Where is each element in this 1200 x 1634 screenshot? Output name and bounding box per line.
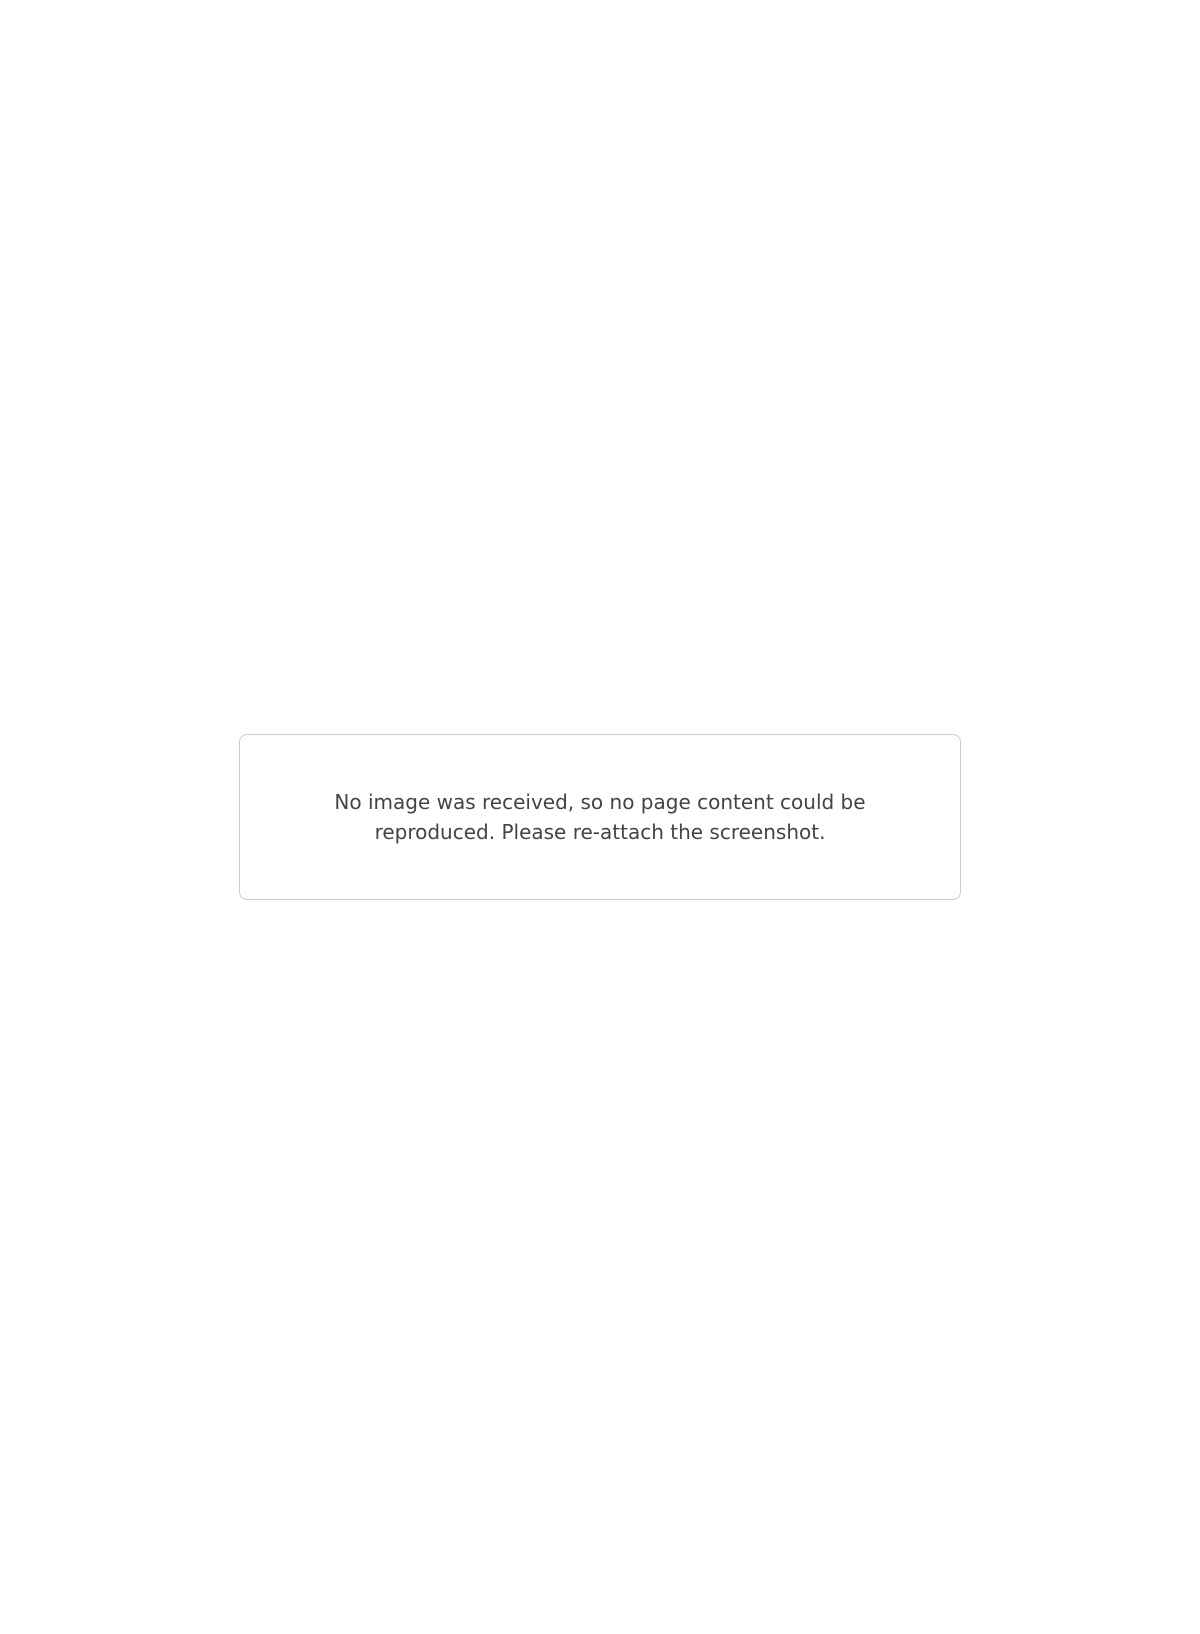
missing-image-notice bbox=[239, 734, 961, 900]
notice-message: No image was received, so no page content could be reproduced. Please re-attach the screenshot. bbox=[334, 790, 866, 844]
